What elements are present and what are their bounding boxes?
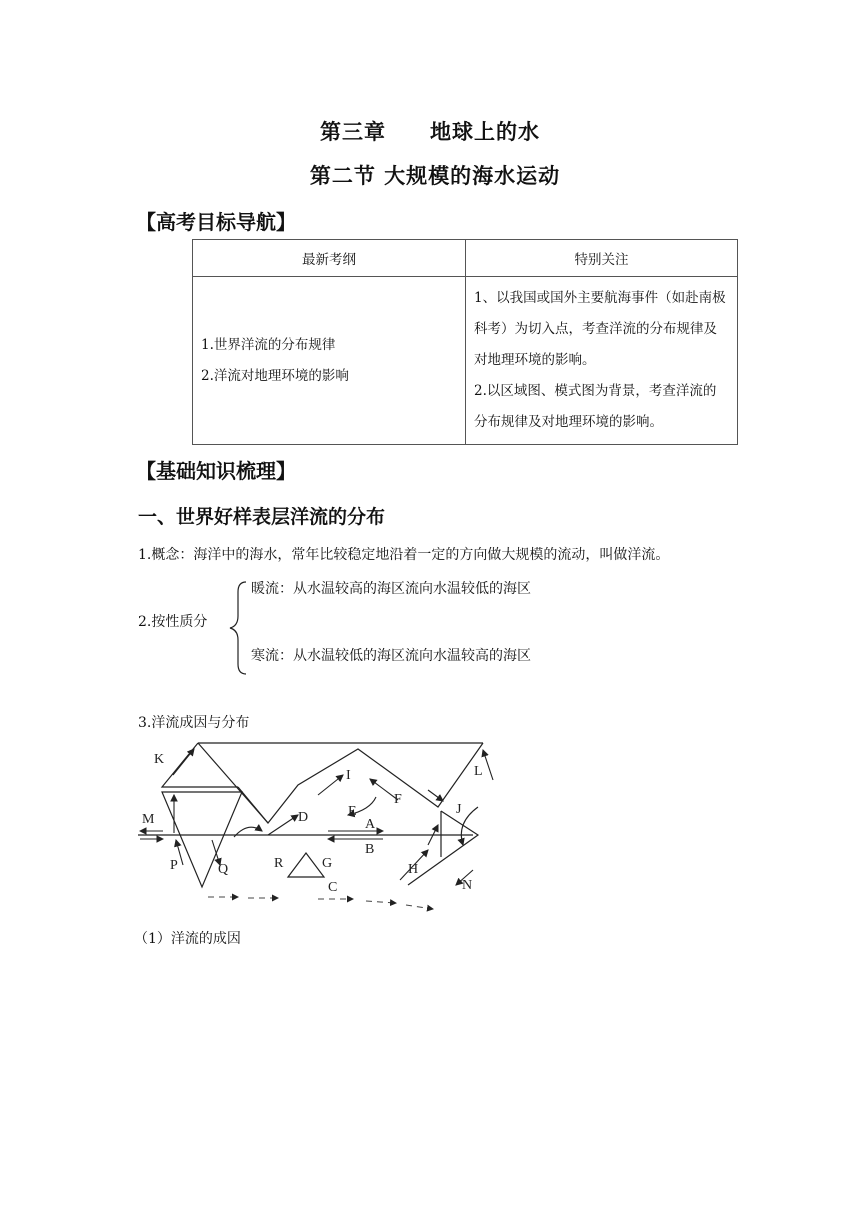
ocean-current-diagram xyxy=(138,735,508,915)
diagram-label: B xyxy=(365,842,375,857)
cold-current-text: 寒流：从水温较低的海区流向水温较高的海区 xyxy=(251,648,531,664)
goals-table xyxy=(192,239,738,445)
diagram-label: F xyxy=(394,792,402,807)
section-title: 第二节 大规模的海水运动 xyxy=(309,164,561,188)
diagram-label: G xyxy=(322,856,333,871)
goals-heading: 【高考目标导航】 xyxy=(136,210,296,234)
diagram-label: A xyxy=(365,817,376,832)
focus-line: 2.以区域图、模式图为背景，考查洋流的 xyxy=(474,383,717,399)
cause-dist-text: 3.洋流成因与分布 xyxy=(138,715,250,731)
focus-line: 1、以我国或国外主要航海事件（如赴南极 xyxy=(474,290,726,306)
warm-current-text: 暖流：从水温较高的海区流向水温较低的海区 xyxy=(251,581,531,597)
diagram-label: D xyxy=(298,810,309,825)
goal-item: 1.世界洋流的分布规律 xyxy=(201,336,336,353)
chapter-title: 第三章 地球上的水 xyxy=(320,120,540,144)
curly-brace-icon xyxy=(226,580,248,676)
diagram-label: E xyxy=(348,804,357,819)
basics-heading: 【基础知识梳理】 xyxy=(136,459,296,483)
diagram-label: I xyxy=(346,768,351,783)
goals-col2-cell xyxy=(466,277,738,445)
diagram-label: N xyxy=(462,878,473,893)
focus-line: 科考）为切入点，考查洋流的分布规律及 xyxy=(474,321,717,337)
diagram-label: Q xyxy=(218,862,229,877)
diagram-label: L xyxy=(474,764,483,779)
diagram-label: C xyxy=(328,880,338,895)
focus-line: 分布规律及对地理环境的影响。 xyxy=(474,414,663,430)
concept-text: 1.概念：海洋中的海水，常年比较稳定地沿着一定的方向做大规模的流动，叫做洋流。 xyxy=(138,547,670,563)
classify-label: 2.按性质分 xyxy=(138,614,208,630)
focus-line: 对地理环境的影响。 xyxy=(474,352,596,368)
part1-heading: 一、世界好样表层洋流的分布 xyxy=(138,506,386,528)
diagram-label: J xyxy=(456,802,462,817)
goals-col1-header: 最新考纲 xyxy=(193,240,466,277)
diagram-label: R xyxy=(274,856,284,871)
diagram-label: K xyxy=(154,752,165,767)
diagram-label: M xyxy=(142,812,155,827)
goals-col2-header: 特别关注 xyxy=(466,240,738,277)
goals-col1-cell xyxy=(193,277,466,445)
diagram-label: P xyxy=(170,858,178,873)
diagram-label: H xyxy=(408,862,419,877)
goal-item: 2.洋流对地理环境的影响 xyxy=(201,367,349,384)
sub1-text: （1）洋流的成因 xyxy=(134,931,241,947)
